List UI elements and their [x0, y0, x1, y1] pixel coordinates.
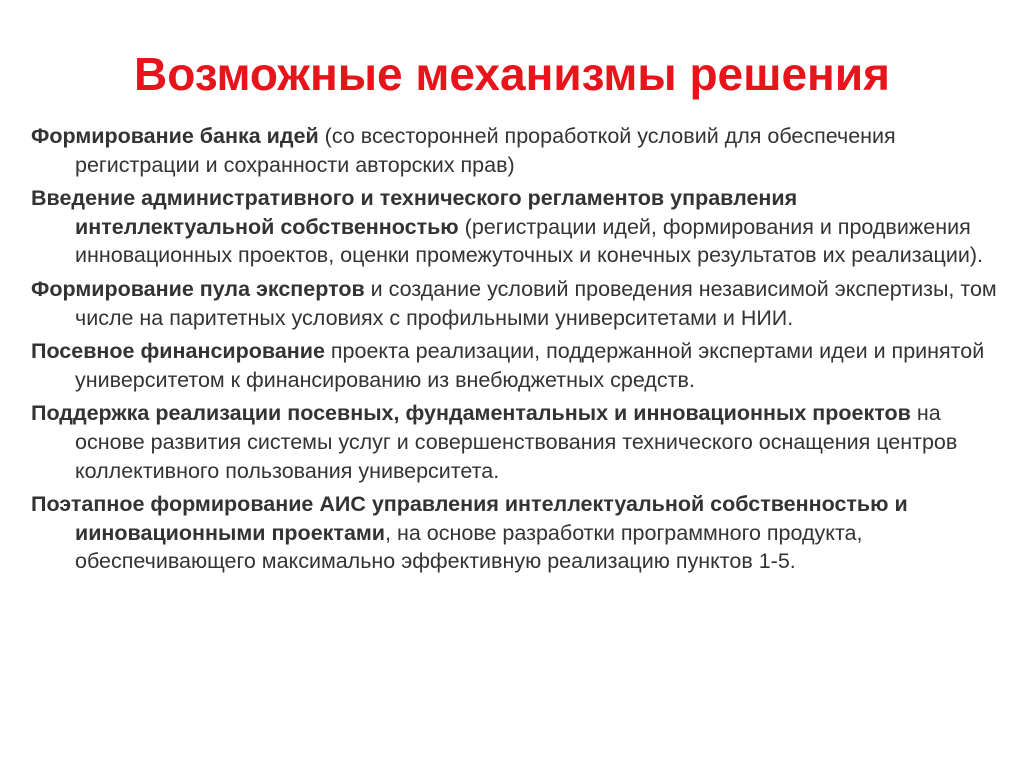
- item-rest-text: на основе развития системы услуг и совершенствования технического оснащения центров коллективного пользования университета.: [75, 401, 958, 483]
- item-lead-text: Поддержка реализации посевных, фундаментальных и инновационных проектов: [31, 401, 911, 426]
- item-rest-text: (регистрации идей, формирования и продвижения инновационных проектов, оценки промежуточных и конечных результатов их реализации).: [75, 214, 984, 268]
- list-item: [31, 275, 997, 332]
- item-lead-text: Посевное финансирование: [31, 339, 325, 364]
- item-rest-text: и создание условий проведения независимой экспертизы, том числе на паритетных условиях с профильными университетами и НИИ.: [75, 276, 997, 330]
- item-rest-text: проекта реализации, поддержанной экспертами идеи и принятой университетом к финансированию из внебюджетных средств.: [75, 339, 985, 392]
- mechanisms-list: [31, 122, 997, 581]
- list-item: [31, 337, 997, 394]
- list-item: [31, 399, 997, 485]
- list-item: [31, 184, 997, 270]
- item-lead-text: Введение административного и технического регламентов управления интеллектуальной собственностью: [31, 186, 798, 239]
- list-item: [31, 122, 997, 179]
- item-rest-text: , на основе разработки программного продукта, обеспечивающего максимально эффективную реализацию пунктов 1-5.: [75, 520, 863, 574]
- item-rest-text: (со всесторонней проработкой условий для обеспечения регистрации и сохранности авторских прав): [75, 124, 896, 177]
- slide-title: Возможные механизмы решения: [134, 48, 890, 100]
- item-lead-text: Формирование пула экспертов: [31, 276, 365, 301]
- item-lead-text: Формирование банка идей: [31, 124, 319, 148]
- list-item: [31, 490, 997, 576]
- item-lead-text: Поэтапное формирование АИС управления интеллектуальной собственностью и ииновационными проектами: [31, 492, 908, 545]
